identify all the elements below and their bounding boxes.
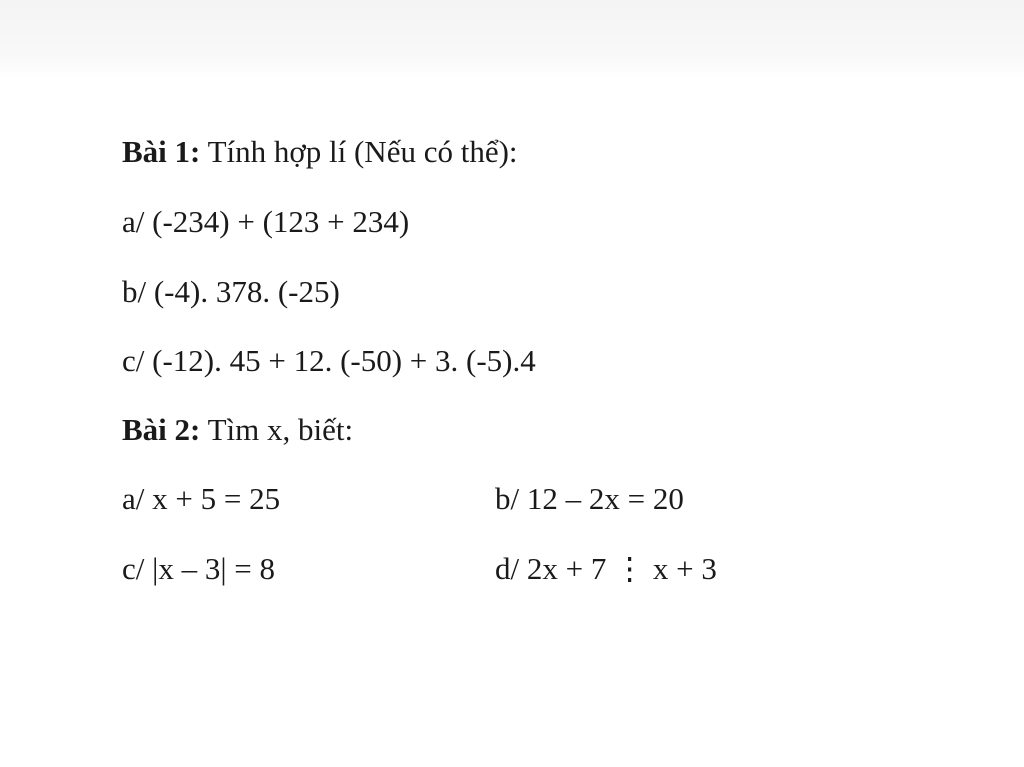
bai1-label: Bài 1: [122,134,201,169]
bai2-label: Bài 2: [122,412,201,447]
bai2-item-d: d/ 2x + 7 ⋮ x + 3 [495,551,717,586]
top-bar [0,0,1024,78]
bai2-item-c: c/ |x – 3| = 8 [122,551,276,586]
bai1-title: Tính hợp lí (Nếu có thể): [200,134,518,169]
bai1-heading [122,136,518,167]
bai1-item-c: c/ (-12). 45 + 12. (-50) + 3. (-5).4 [122,343,536,378]
bai1-item-b: b/ (-4). 378. (-25) [122,274,340,309]
bai1-item-a: a/ (-234) + (123 + 234) [122,204,410,239]
bai2-item-b: b/ 12 – 2x = 20 [495,481,684,516]
bai2-item-a: a/ x + 5 = 25 [122,481,281,516]
bai2-title: Tìm x, biết: [200,412,354,447]
bai2-heading [122,414,353,445]
